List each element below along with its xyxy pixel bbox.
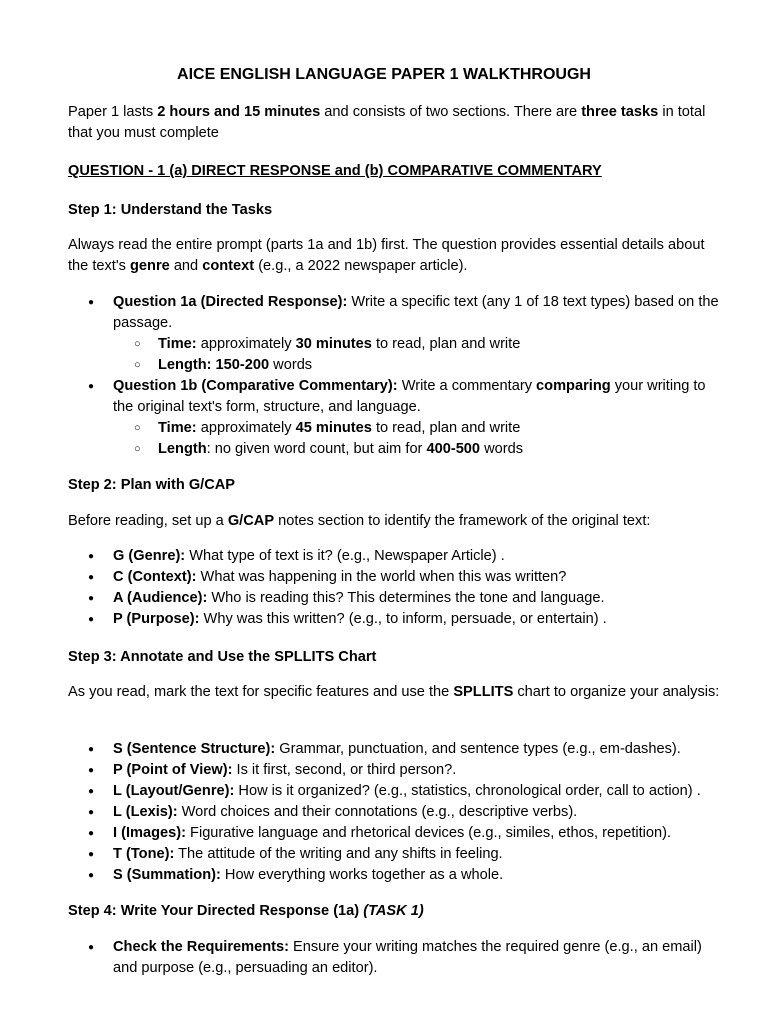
q1b-length-text: words	[480, 441, 524, 457]
step1-task-list	[68, 292, 728, 460]
item-label: L (Lexis):	[113, 804, 178, 820]
item-text: Ensure your writing matches the required genre (e.g., an email) and purpose (e.g., persuading an editor).	[113, 939, 702, 976]
q1b-time-value: 45 minutes	[295, 420, 372, 436]
list-item	[68, 865, 728, 886]
item-text: Is it first, second, or third person?.	[232, 762, 457, 778]
step1-text: Always read the entire prompt (parts 1a and 1b) first. The question provides essential details about the text's	[68, 237, 705, 274]
list-item	[68, 937, 728, 979]
step2-text: notes section to identify the framework of the original text:	[274, 513, 651, 529]
step3-splits: SPLLITS	[453, 684, 514, 700]
q1b-length-text: : no given word count, but aim for	[206, 441, 427, 457]
step1-paragraph	[68, 235, 728, 277]
step2-paragraph	[68, 511, 728, 532]
q1b-text: Write a commentary	[397, 378, 537, 394]
intro-task-count: three tasks	[581, 104, 659, 120]
item-text: What type of text is it? (e.g., Newspaper Article) .	[185, 548, 505, 564]
list-item	[68, 844, 728, 865]
intro-paragraph	[68, 102, 728, 144]
sub-item-q1b-time	[68, 418, 728, 439]
sub-item-q1b-length	[68, 439, 728, 460]
sub-item-q1a-length	[68, 355, 728, 376]
intro-text: Paper 1 lasts	[68, 104, 158, 120]
q1a-time-value: 30 minutes	[295, 336, 372, 352]
q1a-time-text: approximately	[196, 336, 296, 352]
item-label: T (Tone):	[113, 846, 175, 862]
q1a-time-label: Time:	[158, 336, 197, 352]
question-heading: QUESTION - 1 (a) DIRECT RESPONSE and (b) COMPARATIVE COMMENTARY	[68, 163, 602, 179]
step1-context: context	[202, 258, 255, 274]
item-text: How is it organized? (e.g., statistics, chronological order, call to action) .	[234, 783, 701, 799]
q1b-length-label: Length	[158, 441, 207, 457]
item-label: A (Audience):	[113, 590, 208, 606]
item-label: L (Layout/Genre):	[113, 783, 235, 799]
item-label: Check the Requirements:	[113, 939, 289, 955]
q1a-length-label: Length:	[158, 357, 212, 373]
item-label: G (Genre):	[113, 548, 186, 564]
q1b-time-label: Time:	[158, 420, 197, 436]
splits-list	[68, 739, 728, 886]
list-item	[68, 546, 728, 567]
document-title: AICE ENGLISH LANGUAGE PAPER 1 WALKTHROUGH	[177, 66, 591, 83]
q1b-time-text: approximately	[196, 420, 296, 436]
item-text: What was happening in the world when this was written?	[196, 569, 567, 585]
item-text: The attitude of the writing and any shifts in feeling.	[174, 846, 503, 862]
list-item	[68, 823, 728, 844]
list-item	[68, 739, 728, 760]
item-text: Why was this written? (e.g., to inform, persuade, or entertain) .	[199, 611, 607, 627]
step1-text: and	[169, 258, 203, 274]
item-label: I (Images):	[113, 825, 186, 841]
item-text: Who is reading this? This determines the tone and language.	[207, 590, 605, 606]
step2-text: Before reading, set up a	[68, 513, 228, 529]
intro-text: and consists of two sections. There are	[320, 104, 582, 120]
step4-heading	[68, 901, 728, 922]
q1a-text: Write a specific text (any 1 of 18 text types) based on the passage.	[113, 294, 719, 331]
step3-heading: Step 3: Annotate and Use the SPLLITS Chart	[68, 649, 377, 665]
list-item	[68, 781, 728, 802]
step3-text: chart to organize your analysis:	[513, 684, 720, 700]
intro-text: in total that you must complete	[68, 104, 706, 141]
step2-heading: Step 2: Plan with G/CAP	[68, 477, 236, 493]
q1a-time-text: to read, plan and write	[371, 336, 521, 352]
item-label: P (Point of View):	[113, 762, 233, 778]
item-text: Grammar, punctuation, and sentence types (e.g., em-dashes).	[275, 741, 681, 757]
q1a-length-text: words	[269, 357, 313, 373]
list-item	[68, 760, 728, 781]
list-item	[68, 609, 728, 630]
q1b-time-text: to read, plan and write	[371, 420, 521, 436]
item-label: S (Summation):	[113, 867, 221, 883]
step4-task-label: (TASK 1)	[363, 903, 424, 919]
step1-genre: genre	[130, 258, 170, 274]
q1a-length-value: 150-200	[211, 357, 270, 373]
step3-paragraph	[68, 682, 728, 703]
step4-heading-text: Step 4: Write Your Directed Response (1a)	[68, 903, 364, 919]
item-label: C (Context):	[113, 569, 197, 585]
list-item-q1b	[68, 376, 728, 418]
gcap-list	[68, 546, 728, 630]
step2-gcap: G/CAP	[227, 513, 275, 529]
q1b-text: your writing to the original text's form, structure, and language.	[113, 378, 706, 415]
step1-text: (e.g., a 2022 newspaper article).	[254, 258, 468, 274]
intro-duration: 2 hours and 15 minutes	[157, 104, 321, 120]
q1b-label: Question 1b (Comparative Commentary):	[113, 378, 398, 394]
step3-text: As you read, mark the text for specific features and use the	[68, 684, 454, 700]
step4-list	[68, 937, 728, 979]
item-text: Figurative language and rhetorical devices (e.g., similes, ethos, repetition).	[185, 825, 672, 841]
list-item	[68, 802, 728, 823]
step1-heading: Step 1: Understand the Tasks	[68, 202, 273, 218]
item-text: Word choices and their connotations (e.g., descriptive verbs).	[177, 804, 578, 820]
sub-item-q1a-time	[68, 334, 728, 355]
list-item	[68, 588, 728, 609]
q1b-comparing: comparing	[536, 378, 611, 394]
list-item-q1a	[68, 292, 728, 334]
list-item	[68, 567, 728, 588]
item-label: P (Purpose):	[113, 611, 200, 627]
q1b-length-value: 400-500	[426, 441, 481, 457]
q1a-label: Question 1a (Directed Response):	[113, 294, 348, 310]
item-label: S (Sentence Structure):	[113, 741, 276, 757]
item-text: How everything works together as a whole.	[220, 867, 504, 883]
